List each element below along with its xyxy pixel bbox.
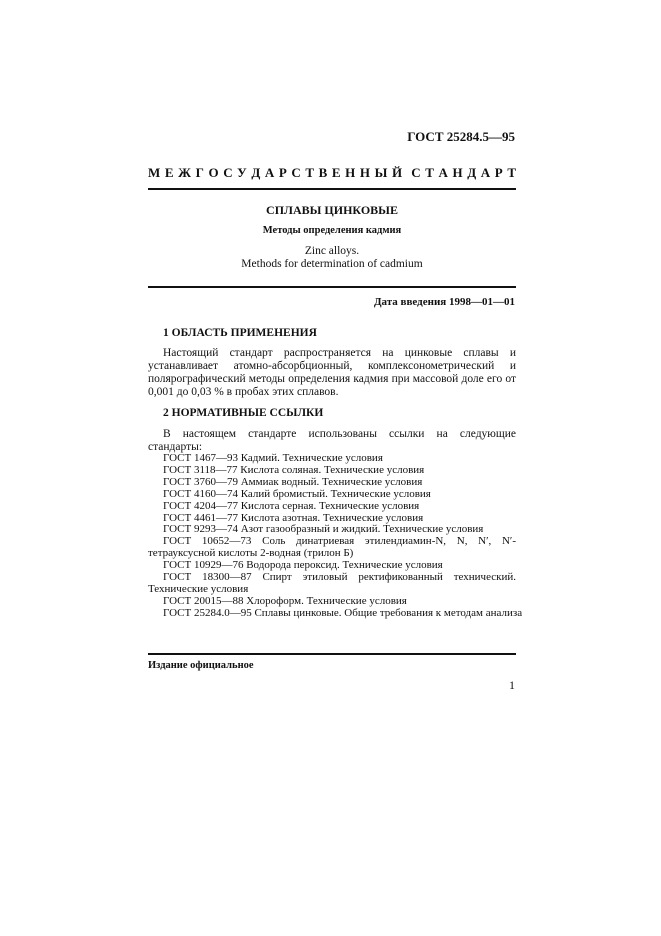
section-2-text: [148, 428, 516, 454]
document-subtitle: Методы определения кадмия: [262, 225, 402, 236]
section-1-text: [148, 347, 516, 399]
banner-letter: Ж: [178, 165, 191, 180]
banner-letter: Р: [494, 165, 503, 180]
header-rule: [148, 188, 516, 190]
banner-letter: Е: [164, 165, 174, 180]
banner-letter: С: [291, 165, 301, 180]
english-title: [148, 245, 516, 271]
reference-item: ГОСТ 1467—93 Кадмий. Технические условия: [163, 452, 383, 464]
banner-letter: Д: [467, 165, 477, 180]
section-2-heading: 2 НОРМАТИВНЫЕ ССЫЛКИ: [163, 407, 324, 419]
reference-item: ГОСТ 20015—88 Хлороформ. Технические условия: [163, 594, 407, 607]
banner-letter: Н: [345, 165, 356, 180]
document-title: СПЛАВЫ ЦИНКОВЫЕ: [266, 203, 398, 217]
banner-letter: А: [264, 165, 275, 180]
banner-letter: А: [438, 165, 448, 180]
reference-item: ГОСТ 4160—74 Калий бромистый. Технические условия: [163, 487, 431, 500]
banner-letter: С: [223, 165, 233, 180]
section-2-paragraph: В настоящем стандарте использованы ссылки на следующие стандарты:: [148, 428, 516, 453]
banner-letter: Н: [359, 165, 371, 180]
banner-letter: В: [318, 165, 328, 180]
introduction-date: Дата введения 1998—01—01: [373, 296, 515, 308]
reference-item: ГОСТ 3760—79 Аммиак водный. Технические условия: [163, 475, 423, 488]
banner-letter: М: [148, 165, 161, 180]
banner-letter: Ы: [374, 165, 388, 180]
banner-letter: Й: [391, 165, 403, 180]
reference-item: ГОСТ 18300—87 Спирт этиловый ректификованный технический. Технические условия: [148, 571, 516, 595]
interstate-standard-banner: [148, 165, 516, 181]
reference-item: ГОСТ 10652—73 Соль динатриевая этилендиамин-N, N, N′, N′-тетрауксусной кислоты 2-водная (трилон Б): [148, 535, 516, 560]
banner-letter: Г: [195, 165, 204, 180]
english-title-line-1: Zinc alloys.: [304, 245, 360, 257]
banner-letter: Н: [452, 165, 463, 180]
english-title-line-2: Methods for determination of cadmium: [241, 258, 423, 270]
reference-item: ГОСТ 10929—76 Водорода пероксид. Технические условия: [163, 559, 443, 572]
banner-letter: Е: [331, 165, 341, 180]
footer-rule: [148, 653, 516, 655]
banner-letter: Р: [278, 165, 287, 180]
reference-item: ГОСТ 4461—77 Кислота азотная. Технические условия: [163, 511, 424, 524]
reference-item: ГОСТ 4204—77 Кислота серная. Технические условия: [163, 499, 420, 512]
banner-letter: У: [237, 165, 247, 180]
banner-letter: Т: [425, 165, 434, 180]
section-1-paragraph: Настоящий стандарт распространяется на цинковые сплавы и устанавливает атомно-абсорбционный, комплексонометрический и полярографический методы определения кадмия при массовой доле его от 0,001 до 0,03 % в пробах этих сплавов.: [148, 347, 516, 398]
reference-item: ГОСТ 3118—77 Кислота соляная. Технические условия: [163, 463, 425, 476]
banner-letter: А: [480, 165, 491, 180]
banner-letter: Т: [507, 165, 516, 180]
reference-list: [148, 452, 523, 620]
banner-letter: С: [411, 165, 421, 180]
banner-letter: О: [208, 165, 219, 180]
banner-letter: Т: [305, 165, 315, 180]
page-number: 1: [509, 678, 515, 692]
banner-letter: Д: [251, 165, 261, 180]
official-edition-label: Издание официальное: [148, 660, 254, 671]
reference-item: ГОСТ 9293—74 Азот газообразный и жидкий. Технические условия: [163, 523, 484, 536]
title-rule: [148, 286, 516, 288]
reference-item: ГОСТ 25284.0—95 Сплавы цинковые. Общие требования к методам анализа: [163, 606, 523, 619]
document-code: ГОСТ 25284.5—95: [407, 129, 515, 144]
section-1-heading: 1 ОБЛАСТЬ ПРИМЕНЕНИЯ: [163, 327, 317, 339]
